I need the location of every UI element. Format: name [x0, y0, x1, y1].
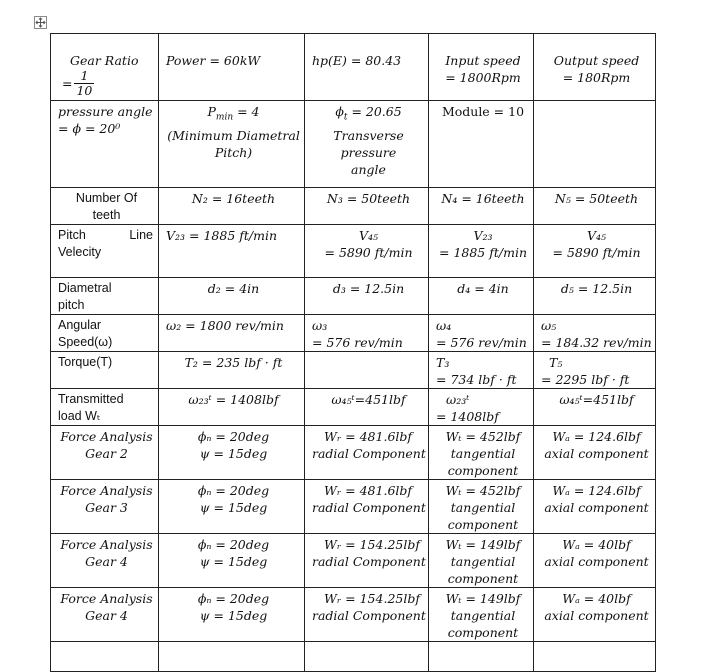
- cell-d4[interactable]: [429, 278, 534, 315]
- cell-teeth-label[interactable]: [51, 188, 159, 225]
- cell-pressure-angle[interactable]: [51, 101, 159, 188]
- t5-value: = 2295 lbf · ft: [541, 372, 630, 387]
- cell-output-speed[interactable]: [534, 34, 656, 101]
- cell-w3[interactable]: [305, 315, 429, 352]
- cell-d2[interactable]: [159, 278, 305, 315]
- table-row-force-gear-3: [51, 480, 656, 534]
- cell-pitch-velocity-label[interactable]: [51, 225, 159, 278]
- cell-radial[interactable]: [305, 426, 429, 480]
- force-label-2: Gear 3: [85, 500, 128, 515]
- cell-empty[interactable]: [429, 642, 534, 672]
- w3-value: = 576 rev/min: [312, 335, 403, 350]
- tangential-desc-1: tangential: [450, 554, 516, 569]
- radial-desc: radial Component: [312, 500, 426, 515]
- cell-pmin[interactable]: [159, 101, 305, 188]
- w5-label: ω₅: [541, 318, 557, 333]
- w3-label: ω₃: [312, 318, 328, 333]
- cell-w4[interactable]: [429, 315, 534, 352]
- axial-value: Wₐ = 124.6lbf: [552, 483, 641, 498]
- radial-desc: radial Component: [312, 446, 426, 461]
- axial-desc: axial component: [544, 500, 649, 515]
- t5-label: T₅: [549, 355, 563, 370]
- table-row-force-gear-4-b: [51, 588, 656, 642]
- force-label-1: Force Analysis: [60, 429, 153, 444]
- psi-value: ψ = 15deg: [199, 608, 268, 623]
- psi-value: ψ = 15deg: [199, 446, 268, 461]
- axial-value: Wₐ = 124.6lbf: [552, 429, 641, 444]
- table-row-diametral: [51, 278, 656, 315]
- force-label-2: Gear 2: [85, 446, 128, 461]
- hp-value: hp(E) = 80.43: [312, 53, 402, 68]
- table-row-torque: [51, 352, 656, 389]
- phi-t-desc-3: angle: [351, 161, 386, 177]
- pmin-desc-1: (Minimum Diametral: [167, 127, 300, 143]
- radial-value: Wᵣ = 481.6lbf: [324, 429, 413, 444]
- tangential-desc-2: component: [447, 571, 519, 586]
- table-row-gear-ratio: [51, 34, 656, 101]
- v23-b-value: = 1885 ft/min: [439, 245, 527, 260]
- gear-ratio-numerator: 1: [80, 68, 89, 83]
- cell-hp[interactable]: [305, 34, 429, 101]
- phi-t-value: $\phi_t = 20.65$: [335, 104, 402, 123]
- w23t-value: ω₂₃ᵗ = 1408lbf: [188, 392, 279, 407]
- axial-desc: axial component: [544, 446, 649, 461]
- tangential-value: Wₜ = 452lbf: [445, 429, 521, 444]
- force-label-2: Gear 4: [85, 554, 128, 569]
- n5-value: N₅ = 50teeth: [554, 191, 639, 206]
- cell-v23-b[interactable]: [429, 225, 534, 278]
- cell-w23t-b[interactable]: [429, 389, 534, 426]
- tangential-desc-2: component: [447, 463, 519, 478]
- pressure-angle-value: = ϕ = 20⁰: [58, 121, 121, 136]
- d3-value: d₃ = 12.5in: [332, 281, 405, 296]
- cell-power[interactable]: [159, 34, 305, 101]
- table-row-force-gear-4: [51, 534, 656, 588]
- v45-label: V₄₅: [358, 228, 379, 243]
- cell-empty[interactable]: [305, 642, 429, 672]
- pressure-angle-label: pressure angle: [58, 104, 153, 119]
- w23t-b-value: = 1408lbf: [436, 409, 499, 424]
- radial-value: Wᵣ = 481.6lbf: [324, 483, 413, 498]
- gear-ratio-fraction: [74, 69, 94, 98]
- axial-desc: axial component: [544, 554, 649, 569]
- cell-axial[interactable]: [534, 426, 656, 480]
- module-value: Module = 10: [441, 104, 525, 119]
- tangential-desc-2: component: [447, 517, 519, 532]
- cell-force-angles[interactable]: [159, 534, 305, 588]
- cell-tangential[interactable]: [429, 534, 534, 588]
- cell-tangential[interactable]: [429, 426, 534, 480]
- cell-n5[interactable]: [534, 188, 656, 225]
- psi-value: ψ = 15deg: [199, 554, 268, 569]
- input-speed-label: Input speed: [445, 53, 521, 68]
- output-speed-label: Output speed: [553, 53, 640, 68]
- pitch-velocity-label-2: Velecity: [58, 245, 102, 259]
- t2-value: T₂ = 235 lbf · ft: [184, 355, 283, 370]
- transmitted-label-2: load Wₜ: [58, 409, 101, 423]
- power-value: Power = 60kW: [166, 53, 261, 68]
- cell-d5[interactable]: [534, 278, 656, 315]
- table-row-pitch-velocity: [51, 225, 656, 278]
- radial-value: Wᵣ = 154.25lbf: [324, 591, 420, 606]
- v45-b-label: V₄₅: [586, 228, 607, 243]
- tangential-desc-2: component: [447, 625, 519, 640]
- cell-empty[interactable]: [534, 642, 656, 672]
- force-label-1: Force Analysis: [60, 537, 153, 552]
- w2-value: ω₂ = 1800 rev/min: [166, 318, 284, 333]
- pitch-velocity-label-1b: Line: [129, 228, 153, 242]
- v23-b-label: V₂₃: [473, 228, 493, 243]
- table-move-handle-icon[interactable]: [34, 16, 47, 29]
- cell-force-label[interactable]: [51, 534, 159, 588]
- cell-tangential[interactable]: [429, 588, 534, 642]
- gear-ratio-denominator: 10: [76, 83, 93, 98]
- gear-ratio-label: Gear Ratio: [70, 53, 139, 68]
- cell-tangential[interactable]: [429, 480, 534, 534]
- table-row-pressure-angle: [51, 101, 656, 188]
- t3-value: = 734 lbf · ft: [436, 372, 517, 387]
- cell-axial[interactable]: [534, 534, 656, 588]
- teeth-label-2: teeth: [92, 208, 121, 222]
- d2-value: d₂ = 4in: [207, 281, 260, 296]
- cell-module[interactable]: [429, 101, 534, 188]
- cell-force-angles[interactable]: [159, 426, 305, 480]
- output-speed-value: = 180Rpm: [562, 70, 631, 85]
- cell-empty-torque[interactable]: [305, 352, 429, 389]
- phi-n-value: ϕₙ = 20deg: [197, 429, 270, 444]
- cell-diametral-label[interactable]: [51, 278, 159, 315]
- tangential-desc-1: tangential: [450, 446, 516, 461]
- cell-t2[interactable]: [159, 352, 305, 389]
- transmitted-label-1: Transmitted: [58, 392, 124, 406]
- d4-value: d₄ = 4in: [457, 281, 509, 296]
- cell-n4[interactable]: [429, 188, 534, 225]
- axial-value: Wₐ = 40lbf: [562, 537, 631, 552]
- cell-t5[interactable]: [534, 352, 656, 389]
- cell-force-angles[interactable]: [159, 480, 305, 534]
- tangential-desc-1: tangential: [450, 500, 516, 515]
- axial-value: Wₐ = 40lbf: [562, 591, 631, 606]
- diametral-label-2: pitch: [58, 298, 85, 312]
- cell-v45[interactable]: [305, 225, 429, 278]
- n2-value: N₂ = 16teeth: [191, 191, 276, 206]
- cell-radial[interactable]: [305, 588, 429, 642]
- cell-input-speed[interactable]: [429, 34, 534, 101]
- d5-value: d₅ = 12.5in: [560, 281, 633, 296]
- cell-empty-row2[interactable]: [534, 101, 656, 188]
- phi-t-desc-1: Transverse: [333, 127, 404, 143]
- gear-analysis-table: [50, 33, 656, 672]
- cell-w23t[interactable]: [159, 389, 305, 426]
- tangential-value: Wₜ = 452lbf: [445, 483, 521, 498]
- cell-v45-b[interactable]: [534, 225, 656, 278]
- gear-ratio-value: [58, 69, 155, 98]
- cell-force-angles[interactable]: [159, 588, 305, 642]
- diametral-label-1: Diametral: [58, 281, 112, 295]
- v45-b-value: = 5890 ft/min: [552, 245, 641, 260]
- pmin-value: $P_{min} = 4$: [207, 104, 260, 123]
- cell-axial[interactable]: [534, 480, 656, 534]
- n4-value: N₄ = 16teeth: [441, 191, 525, 206]
- phi-n-value: ϕₙ = 20deg: [197, 591, 270, 606]
- cell-w2[interactable]: [159, 315, 305, 352]
- cell-radial[interactable]: [305, 480, 429, 534]
- w45t-b-value: ω₄₅ᵗ=451lbf: [559, 392, 634, 407]
- cell-v23[interactable]: [159, 225, 305, 278]
- cell-transverse-pressure-angle[interactable]: [305, 101, 429, 188]
- radial-value: Wᵣ = 154.25lbf: [324, 537, 420, 552]
- cell-force-label[interactable]: [51, 588, 159, 642]
- cell-w5[interactable]: [534, 315, 656, 352]
- angular-label-2: Speed(ω): [58, 335, 113, 349]
- w45t-value: ω₄₅ᵗ=451lbf: [331, 392, 406, 407]
- cell-n2[interactable]: [159, 188, 305, 225]
- cell-torque-label[interactable]: [51, 352, 159, 389]
- cell-gear-ratio[interactable]: [51, 34, 159, 101]
- v23-value: V₂₃ = 1885 ft/min: [166, 228, 278, 243]
- table-row-empty: [51, 642, 656, 672]
- cell-empty[interactable]: [51, 642, 159, 672]
- cell-n3[interactable]: [305, 188, 429, 225]
- phi-n-value: ϕₙ = 20deg: [197, 483, 270, 498]
- cell-empty[interactable]: [159, 642, 305, 672]
- table-row-force-gear-2: [51, 426, 656, 480]
- axial-desc: axial component: [544, 608, 649, 623]
- table-row-transmitted-load: [51, 389, 656, 426]
- cell-axial[interactable]: [534, 588, 656, 642]
- force-label-1: Force Analysis: [60, 483, 153, 498]
- cell-radial[interactable]: [305, 534, 429, 588]
- tangential-value: Wₜ = 149lbf: [445, 591, 521, 606]
- gear-ratio-eq: =: [62, 76, 73, 91]
- cell-t3[interactable]: [429, 352, 534, 389]
- cell-force-label[interactable]: [51, 480, 159, 534]
- cell-angular-label[interactable]: [51, 315, 159, 352]
- w5-value: = 184.32 rev/min: [541, 335, 652, 350]
- input-speed-value: = 1800Rpm: [445, 70, 521, 85]
- force-label-2: Gear 4: [85, 608, 128, 623]
- pmin-desc-2: Pitch): [214, 144, 253, 160]
- phi-t-desc-2: pressure: [340, 144, 397, 160]
- tangential-desc-1: tangential: [450, 608, 516, 623]
- v45-value: = 5890 ft/min: [324, 245, 413, 260]
- table-row-angular-speed: [51, 315, 656, 352]
- w23t-b-label: ω₂₃ᵗ: [446, 392, 470, 407]
- pitch-velocity-label-1a: Pitch: [58, 228, 86, 242]
- t3-label: T₃: [436, 355, 450, 370]
- tangential-value: Wₜ = 149lbf: [445, 537, 521, 552]
- teeth-label-1: Number Of: [75, 191, 138, 205]
- radial-desc: radial Component: [312, 554, 426, 569]
- cell-d3[interactable]: [305, 278, 429, 315]
- w4-label: ω₄: [436, 318, 452, 333]
- angular-label-1: Angular: [58, 318, 102, 332]
- cell-w45t[interactable]: [305, 389, 429, 426]
- radial-desc: radial Component: [312, 608, 426, 623]
- phi-n-value: ϕₙ = 20deg: [197, 537, 270, 552]
- torque-label: Torque(T): [58, 355, 113, 369]
- cell-w45t-b[interactable]: [534, 389, 656, 426]
- table-row-teeth: [51, 188, 656, 225]
- w4-value: = 576 rev/min: [436, 335, 527, 350]
- force-label-1: Force Analysis: [60, 591, 153, 606]
- psi-value: ψ = 15deg: [199, 500, 268, 515]
- pitch-velocity-label-1: [58, 227, 155, 244]
- cell-transmitted-label[interactable]: [51, 389, 159, 426]
- cell-force-label[interactable]: [51, 426, 159, 480]
- n3-value: N₃ = 50teeth: [326, 191, 411, 206]
